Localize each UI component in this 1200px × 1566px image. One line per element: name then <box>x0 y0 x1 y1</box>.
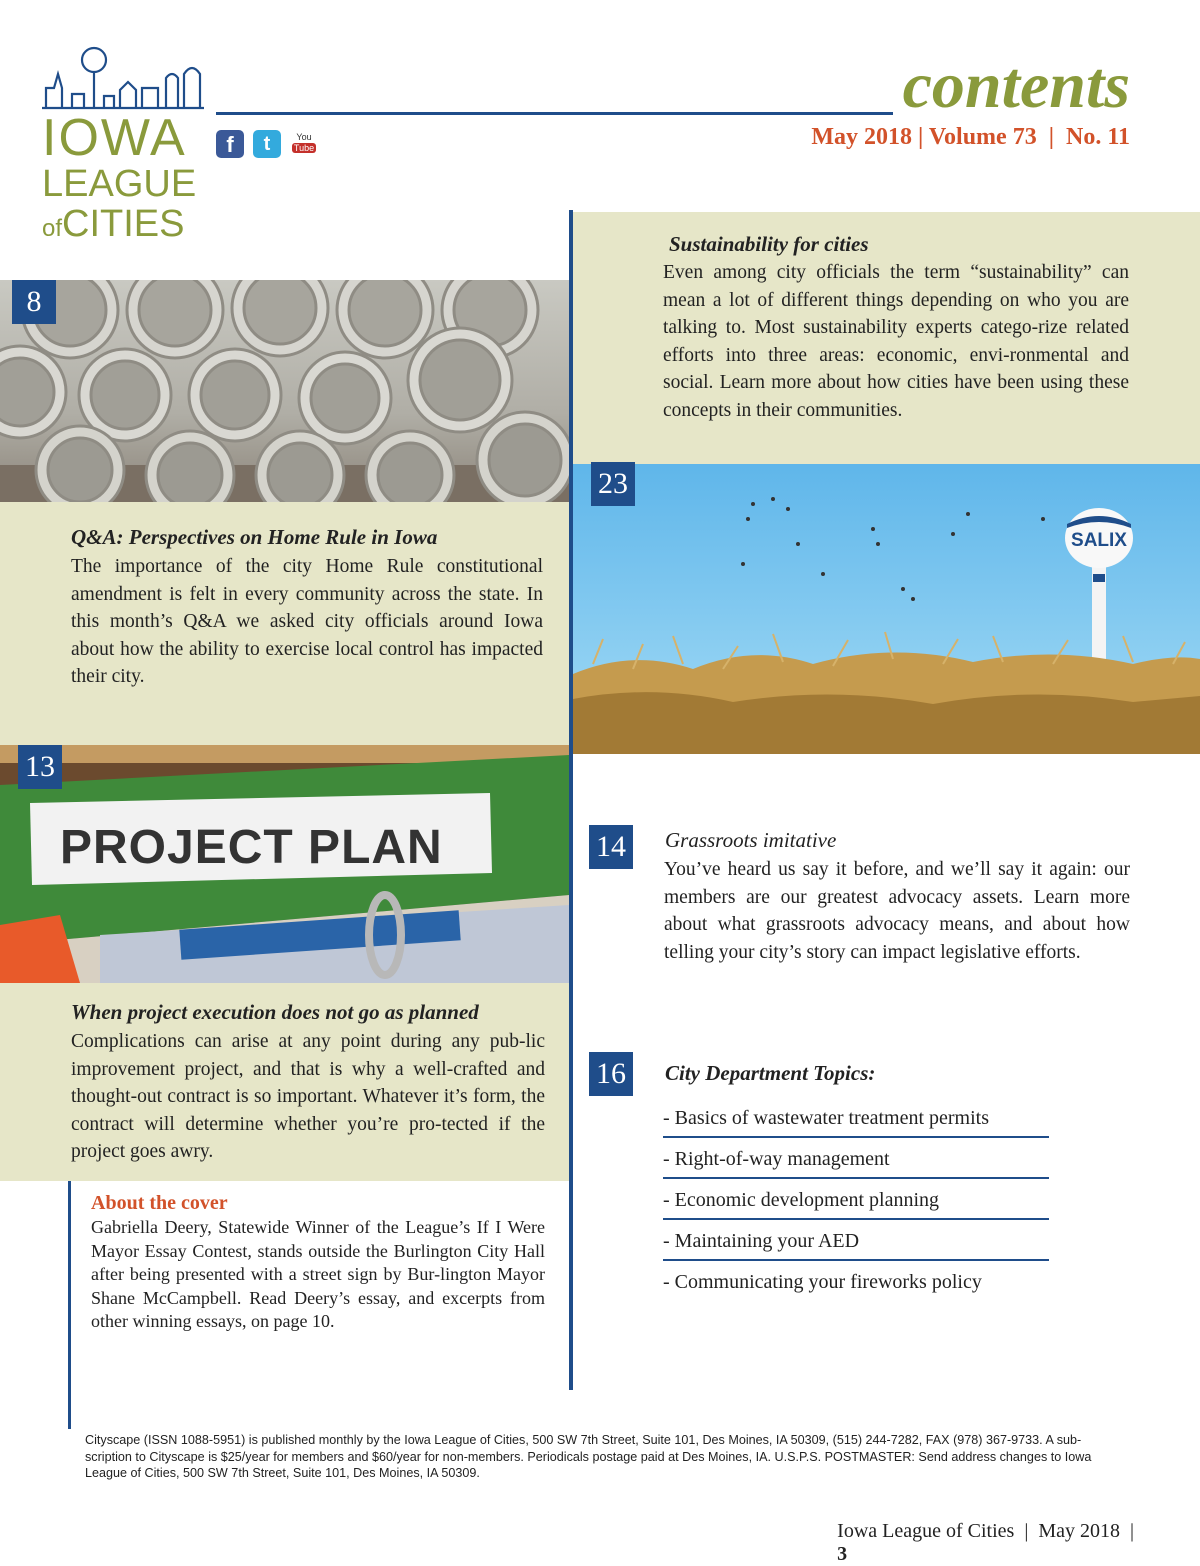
logo <box>40 44 210 244</box>
grassroots-body: You’ve heard us say it before, and we’ll say it again: our members are our greatest advocacy assets. Learn more about what grassroots advocacy means, and about how telling your city’s story can impact legislative efforts. <box>664 859 1130 963</box>
concrete-pipes-icon <box>0 280 569 502</box>
page-number-badge[interactable]: 8 <box>12 280 56 324</box>
departments-list <box>663 1098 1049 1302</box>
issue-info: May 2018 | Volume 73 | No. 11 <box>811 124 1130 150</box>
logo-line-cities <box>42 204 184 251</box>
twitter-icon[interactable]: t <box>253 130 281 158</box>
project-title[interactable]: When project execution does not go as planned <box>71 1000 479 1024</box>
facebook-icon[interactable]: f <box>216 130 244 158</box>
water-tower-image[interactable] <box>573 464 1200 754</box>
sustainability-body: Even among city officials the term “sustainability” can mean a lot of different things depending on who you are talking to. Most sustainability experts catego-rize related efforts into three areas: economic, envi-ronmental and social. Learn more about how cities have been using these concepts in their communities. <box>663 262 1129 421</box>
page-number: 3 <box>837 1543 848 1565</box>
tower-label: SALIX <box>1071 530 1127 551</box>
logo-line-league: LEAGUE <box>42 163 197 205</box>
youtube-icon[interactable]: You Tube <box>293 132 315 153</box>
binder-icon <box>0 745 569 983</box>
legal-notice: Cityscape (ISSN 1088-5951) is published monthly by the Iowa League of Cities, 500 SW 7th Street, Suite 101, Des Moines, IA 50309, (515) 244-7282, FAX (978) 367-9733. A sub-scription to Cityscape is $25/year for members and $60/year for non-members. Periodicals postage paid at Des Moines, IA. U.S.P.S. POSTMASTER: Send address changes to Iowa League of Cities, 500 SW 7th Street, Suite 101, Des Moines, IA 50309. <box>85 1433 1092 1480</box>
home-rule-title[interactable]: Q&A: Perspectives on Home Rule in Iowa <box>71 525 438 549</box>
cover-rule-vertical <box>68 1181 71 1429</box>
folio <box>827 1497 1134 1566</box>
project-body: Complications can arise at any point during any pub-lic improvement project, and that is why a well-crafted and thought-out contract is so important. Whatever it’s form, the contract will determine whether you’re pro-tected if the project goes awry. <box>71 1031 545 1162</box>
list-item[interactable]: - Economic development planning <box>663 1180 1049 1220</box>
page-number-badge[interactable]: 16 <box>589 1052 633 1096</box>
grassroots-title[interactable]: Grassroots imitative <box>665 828 837 852</box>
page-title: contents <box>893 46 1130 126</box>
logo-cities: CITIES <box>62 203 185 245</box>
cover-heading: About the cover <box>91 1192 228 1214</box>
binder-label: PROJECT PLAN <box>60 821 443 874</box>
list-item[interactable]: - Basics of wastewater treatment permits <box>663 1098 1049 1138</box>
list-item[interactable]: - Communicating your fireworks policy <box>663 1271 982 1293</box>
project-plan-image[interactable] <box>0 745 569 983</box>
cover-body: Gabriella Deery, Statewide Winner of the League’s If I Were Mayor Essay Contest, stands outside the Burlington City Hall after being presented with a street sign by Bur-lington Mayor Shane McCampbell. Read Deery’s essay, and excerpts from other winning essays, on page 10. <box>91 1217 545 1332</box>
departments-title[interactable]: City Department Topics: <box>665 1061 876 1085</box>
water-tower-icon <box>573 464 1200 754</box>
list-item[interactable]: - Right-of-way management <box>663 1139 1049 1179</box>
page-number-badge[interactable]: 13 <box>18 745 62 789</box>
folio-text: Iowa League of Cities | May 2018 | <box>837 1520 1134 1542</box>
logo-line-iowa: IOWA <box>42 109 187 167</box>
list-item[interactable]: - Maintaining your AED <box>663 1221 1049 1261</box>
skyline-icon <box>42 44 207 114</box>
page-number-badge[interactable]: 14 <box>589 825 633 869</box>
sustainability-title[interactable]: Sustainability for cities <box>669 232 869 256</box>
home-rule-body: The importance of the city Home Rule constitutional amendment is felt in every community across the state. In this month’s Q&A we asked city officials around Iowa about how the ability to exercise local control has impacted their city. <box>71 556 543 687</box>
page-number-badge[interactable]: 23 <box>591 462 635 506</box>
social-icons <box>216 130 318 158</box>
logo-of: of <box>42 215 63 242</box>
pipes-image[interactable] <box>0 280 569 502</box>
